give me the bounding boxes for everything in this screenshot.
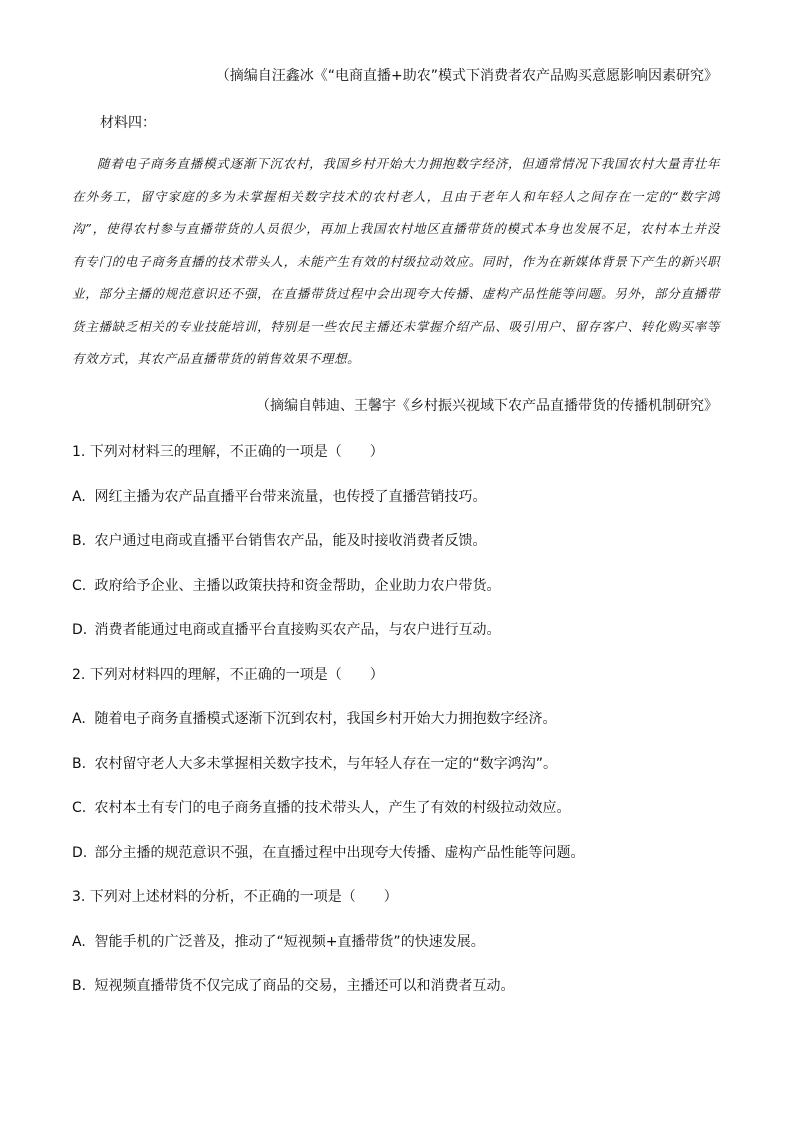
option-text: 智能手机的广泛普及，推动了“短视频+直播带货”的快速发展。 bbox=[94, 934, 485, 950]
question-3-option-b bbox=[72, 976, 514, 996]
option-letter: A. bbox=[72, 934, 86, 950]
option-text: 农户通过电商或直播平台销售农产品，能及时接收消费者反馈。 bbox=[94, 533, 487, 549]
material-4-passage: 随着电子商务直播模式逐渐下沉农村，我国乡村开始大力拥抱数字经济，但通常情况下我国农村大量青壮年在外务工，留守家庭的多为未掌握相关数字技术的农村老人，且由于老年人和年轻人之间存在一定的“数字鸿沟”，使得农村参与直播带货的人员很少，再加上我国农村地区直播带货的模式本身也发展不足，农村本土并没有专门的电子商务直播的技术带头人，未能产生有效的村级拉动效应。同时，作为在新媒体背景下产生的新兴职业，部分主播的规范意识还不强，在直播带货过程中会出现夸大传播、虚构产品性能等问题。另外，部分直播带货主播缺乏相关的专业技能培训，特别是一些农民主播还未掌握介绍产品、吸引用户、留存客户、转化购买率等有效方式，其农产品直播带货的销售效果不理想。 bbox=[72, 156, 720, 366]
question-2-stem: 2. 下列对材料四的理解，不正确的一项是（ ） bbox=[72, 667, 384, 683]
option-text: 农村留守老人大多未掌握相关数字技术，与年轻人存在一定的“数字鸿沟”。 bbox=[94, 756, 557, 772]
option-text: 随着电子商务直播模式逐渐下沉到农村，我国乡村开始大力拥抱数字经济。 bbox=[94, 711, 557, 727]
option-letter: C. bbox=[72, 800, 87, 816]
option-text: 短视频直播带货不仅完成了商品的交易，主播还可以和消费者互动。 bbox=[94, 978, 515, 994]
source-citation-material-3: （摘编自汪鑫冰《“电商直播+助农”模式下消费者农产品购买意愿影响因素研究》 bbox=[215, 68, 718, 84]
question-1-option-b bbox=[72, 531, 486, 551]
question-2-option-d bbox=[72, 843, 584, 863]
question-1-stem: 1. 下列对材料三的理解，不正确的一项是（ ） bbox=[72, 444, 384, 460]
question-2-option-b bbox=[72, 754, 557, 774]
question-3-option-a bbox=[72, 932, 485, 952]
option-letter: B. bbox=[72, 978, 87, 994]
option-text: 消费者能通过电商或直播平台直接购买农产品，与农户进行互动。 bbox=[94, 622, 501, 638]
material-4-label: 材料四： bbox=[100, 115, 156, 131]
question-1-option-c bbox=[72, 576, 500, 596]
option-letter: A. bbox=[72, 711, 86, 727]
option-letter: D. bbox=[72, 622, 88, 638]
option-letter: C. bbox=[72, 578, 87, 594]
option-text: 网红主播为农产品直播平台带来流量，也传授了直播营销技巧。 bbox=[94, 489, 487, 505]
option-text: 政府给予企业、主播以政策扶持和资金帮助，企业助力农户带货。 bbox=[94, 578, 501, 594]
option-letter: B. bbox=[72, 533, 87, 549]
question-3-stem: 3. 下列对上述材料的分析，不正确的一项是（ ） bbox=[72, 889, 398, 905]
option-letter: A. bbox=[72, 489, 86, 505]
question-1-option-a bbox=[72, 487, 486, 507]
question-2-option-c bbox=[72, 798, 570, 818]
option-letter: D. bbox=[72, 845, 88, 861]
option-letter: B. bbox=[72, 756, 87, 772]
option-text: 部分主播的规范意识不强，在直播过程中出现夸大传播、虚构产品性能等问题。 bbox=[94, 845, 585, 861]
option-text: 农村本土有专门的电子商务直播的技术带头人，产生了有效的村级拉动效应。 bbox=[94, 800, 571, 816]
source-citation-material-4: （摘编自韩迪、王馨宇《乡村振兴视域下农产品直播带货的传播机制研究》 bbox=[256, 398, 718, 414]
question-1-option-d bbox=[72, 620, 500, 640]
question-2-option-a bbox=[72, 709, 556, 729]
